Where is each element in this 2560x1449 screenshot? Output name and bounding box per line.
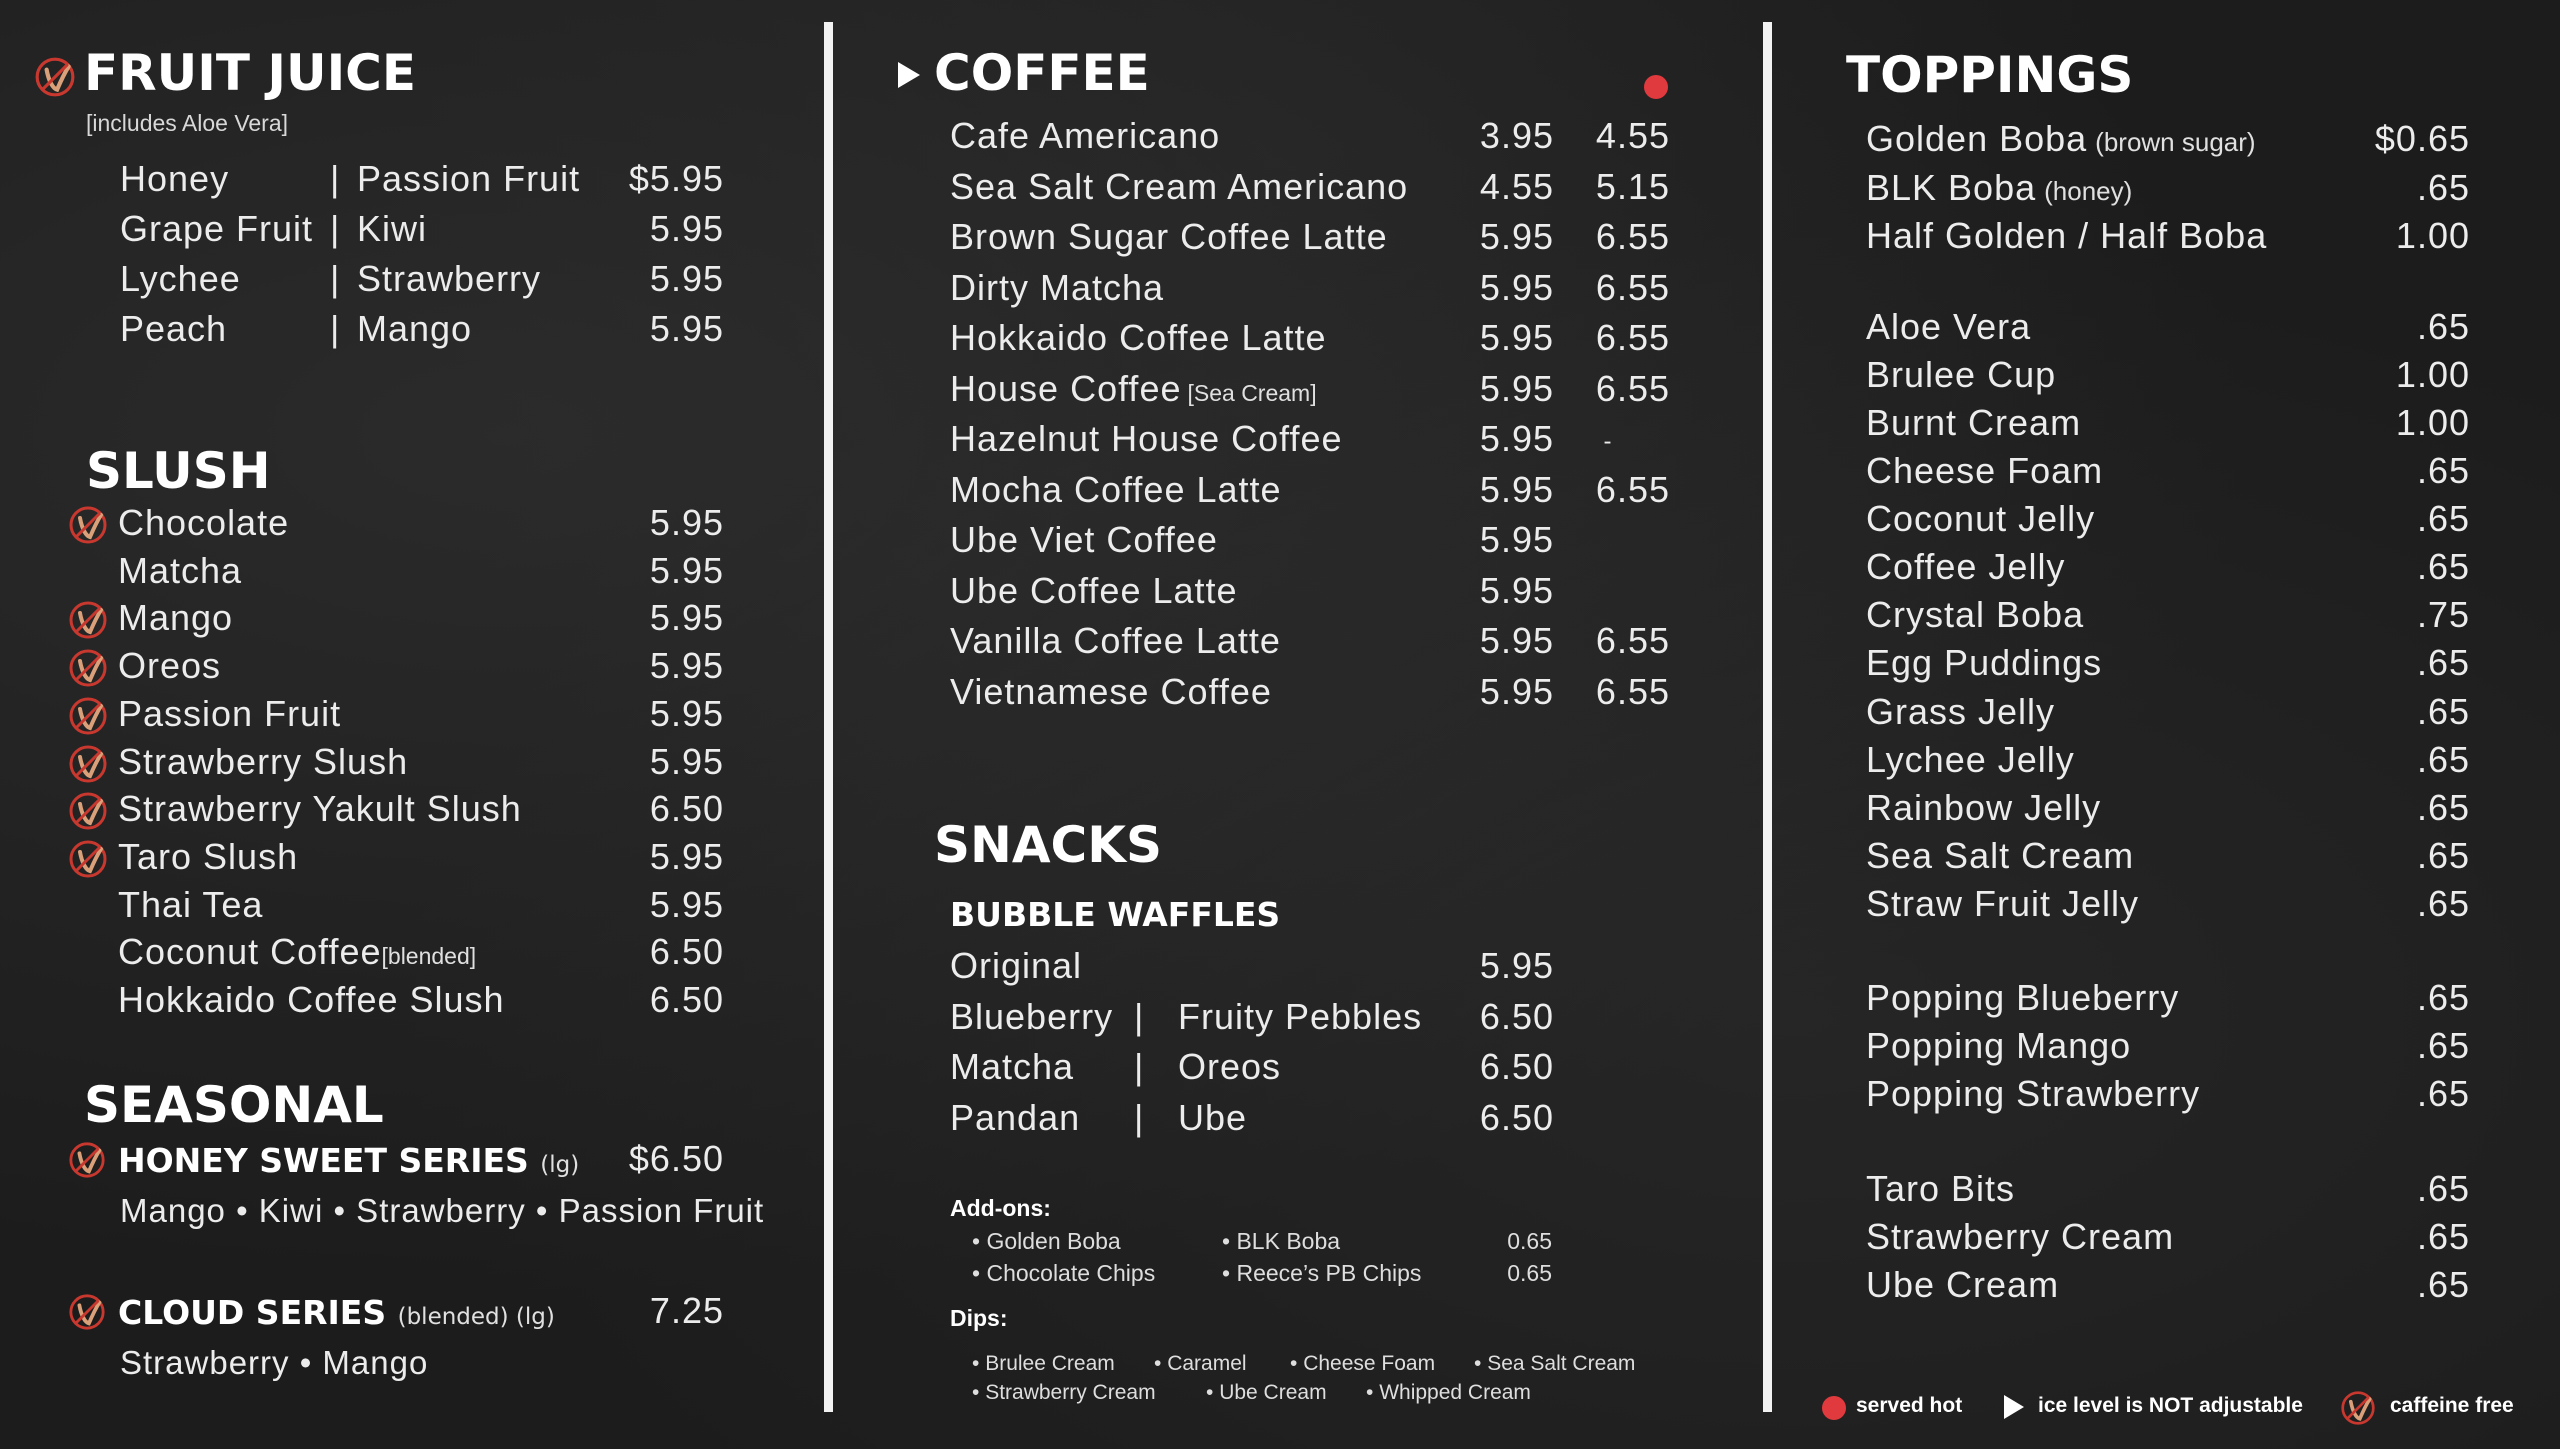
caffeine-free-icon — [68, 1293, 106, 1331]
topping-item-name: Grass Jelly — [1866, 691, 2056, 732]
column-divider-left — [824, 22, 833, 1412]
fruit-juice-item-b: Mango — [357, 308, 473, 349]
topping-item — [1866, 594, 2084, 636]
slush-price: 5.95 — [649, 645, 724, 687]
topping-item-name: Rainbow Jelly — [1866, 787, 2102, 828]
dip-item: • Whipped Cream — [1366, 1381, 1531, 1405]
column-divider-right — [1763, 22, 1772, 1412]
topping-item — [1866, 167, 2132, 209]
topping-item-name: Egg Puddings — [1866, 642, 2103, 683]
topping-price: $0.65 — [2374, 118, 2470, 159]
coffee-item — [950, 115, 1220, 157]
coffee-price-large: 6.55 — [1595, 367, 1670, 409]
honey-sweet-series-title — [118, 1141, 579, 1180]
slush-item-note: [blended] — [381, 943, 477, 970]
slush-item-name: Mango — [118, 597, 234, 639]
coffee-item-name: House Coffee — [950, 367, 1182, 409]
coffee-price-large: 6.55 — [1595, 620, 1670, 661]
topping-item-name: Cheese Foam — [1866, 450, 2104, 491]
coffee-item-name: Ube Viet Coffee — [950, 519, 1218, 560]
topping-item — [1866, 498, 2095, 540]
topping-item-name: Sea Salt Cream — [1866, 835, 2135, 876]
legend-ice-level: ice level is NOT adjustable — [2038, 1394, 2303, 1417]
slush-price: 5.95 — [649, 597, 724, 639]
coffee-price-regular: 5.95 — [1479, 569, 1554, 611]
topping-item — [1866, 546, 2065, 588]
honey-sweet-series-name: HONEY SWEET SERIES — [118, 1141, 529, 1180]
honey-sweet-series-note: (lg) — [540, 1152, 580, 1178]
topping-price: .65 — [2416, 787, 2470, 828]
topping-price: .65 — [2416, 167, 2470, 208]
coffee-item-name: Mocha Coffee Latte — [950, 468, 1282, 510]
slush-item — [118, 931, 476, 973]
topping-price: .65 — [2416, 546, 2470, 587]
addon-price: 0.65 — [1507, 1228, 1552, 1254]
topping-item-name: Burnt Cream — [1866, 402, 2082, 443]
topping-item — [1866, 835, 2134, 877]
caffeine-free-icon — [68, 744, 108, 784]
topping-price: .65 — [2416, 1264, 2470, 1305]
topping-item — [1866, 402, 2081, 444]
fruit-juice-separator: | — [330, 208, 341, 249]
dip-item: • Sea Salt Cream — [1474, 1352, 1635, 1376]
slush-item — [118, 597, 233, 639]
waffle-item-a: Pandan — [950, 1096, 1081, 1138]
topping-item-name: Brulee Cup — [1866, 354, 2057, 395]
topping-item — [1866, 691, 2055, 733]
served-hot-icon — [1644, 75, 1668, 99]
fruit-juice-item-a: Peach — [120, 308, 228, 349]
coffee-price-regular: 5.95 — [1479, 266, 1554, 308]
topping-item-name: Golden Boba — [1866, 118, 2088, 159]
legend-served-hot: served hot — [1856, 1394, 1963, 1417]
caffeine-free-icon — [68, 696, 108, 736]
waffle-item-b: Ube — [1178, 1096, 1248, 1138]
slush-price: 5.95 — [649, 549, 724, 591]
caffeine-free-icon — [68, 791, 108, 831]
coffee-item-name: Sea Salt Cream Americano — [950, 165, 1409, 207]
caffeine-free-icon — [68, 1141, 106, 1179]
coffee-item — [950, 216, 1388, 258]
coffee-price-regular: 5.95 — [1479, 216, 1554, 257]
waffle-separator: | — [1134, 995, 1145, 1037]
ice-not-adjustable-icon — [2004, 1395, 2024, 1419]
slush-item — [118, 836, 298, 878]
coffee-heading: COFFEE — [934, 44, 1150, 102]
waffle-item-b: Oreos — [1178, 1046, 1282, 1087]
coffee-price-regular: 5.95 — [1479, 620, 1554, 661]
waffle-price: 6.50 — [1479, 1046, 1554, 1087]
slush-item-name: Coconut Coffee — [118, 931, 382, 973]
coffee-item — [950, 570, 1238, 612]
dip-item: • Ube Cream — [1206, 1381, 1327, 1405]
fruit-juice-price: 5.95 — [649, 208, 724, 249]
topping-price: .65 — [2416, 691, 2470, 732]
coffee-item — [950, 418, 1343, 460]
addon-price: 0.65 — [1507, 1260, 1552, 1286]
fruit-juice-price: 5.95 — [649, 258, 724, 299]
coffee-item — [950, 166, 1408, 208]
slush-item-name: Chocolate — [118, 502, 290, 543]
fruit-juice-item-a: Lychee — [120, 258, 241, 299]
fruit-juice-item-a: Grape Fruit — [120, 208, 314, 249]
fruit-juice-heading: FRUIT JUICE — [84, 44, 417, 102]
waffle-price: 5.95 — [1479, 945, 1554, 986]
cloud-series-price: 7.25 — [649, 1290, 724, 1331]
coffee-price-large: 6.55 — [1595, 468, 1670, 510]
slush-heading: SLUSH — [86, 442, 271, 500]
topping-item — [1866, 1073, 2200, 1115]
slush-price: 5.95 — [649, 740, 724, 782]
seasonal-heading: SEASONAL — [84, 1076, 384, 1134]
slush-item — [118, 979, 505, 1021]
slush-item — [118, 884, 263, 926]
topping-item — [1866, 1025, 2131, 1067]
topping-item-name: Coffee Jelly — [1866, 546, 2066, 587]
topping-price: .65 — [2416, 450, 2470, 491]
cloud-series-note: (blended) (lg) — [397, 1304, 555, 1330]
slush-item-name: Passion Fruit — [118, 692, 342, 734]
coffee-item-name: Vanilla Coffee Latte — [950, 620, 1281, 661]
topping-price: .65 — [2416, 1216, 2470, 1257]
topping-price: 1.00 — [2395, 402, 2470, 443]
topping-item — [1866, 1264, 2059, 1306]
slush-price: 5.95 — [649, 883, 724, 925]
slush-item-name: Matcha — [118, 549, 243, 591]
coffee-item — [950, 317, 1327, 359]
topping-item-name: Ube Cream — [1866, 1264, 2060, 1305]
coffee-item-name: Cafe Americano — [950, 115, 1221, 156]
snacks-heading: SNACKS — [934, 816, 1163, 874]
topping-item — [1866, 118, 2256, 160]
coffee-price-large: 6.55 — [1595, 670, 1670, 712]
served-hot-icon — [1822, 1396, 1846, 1420]
dip-item: • Strawberry Cream — [972, 1381, 1156, 1405]
topping-item-name: Strawberry Cream — [1866, 1216, 2175, 1257]
addon-item-b: • Reece’s PB Chips — [1222, 1260, 1421, 1287]
coffee-item-note: [Sea Cream] — [1187, 379, 1317, 406]
topping-item — [1866, 1216, 2174, 1258]
caffeine-free-icon — [68, 505, 108, 545]
coffee-price-regular: 5.95 — [1479, 317, 1554, 358]
fruit-juice-separator: | — [330, 258, 341, 299]
waffle-separator: | — [1134, 1046, 1145, 1087]
caffeine-free-icon — [68, 600, 108, 640]
coffee-price-large: 4.55 — [1595, 115, 1670, 156]
waffle-item-a: Blueberry — [950, 995, 1114, 1037]
waffle-item-a: Original — [950, 945, 1083, 986]
waffle-price: 6.50 — [1479, 995, 1554, 1037]
topping-item-note: (honey) — [2044, 176, 2133, 206]
topping-price: .65 — [2416, 642, 2470, 683]
topping-item — [1866, 787, 2101, 829]
coffee-price-large: 6.55 — [1595, 317, 1670, 358]
fruit-juice-separator: | — [330, 308, 341, 349]
ice-not-adjustable-icon — [898, 62, 920, 88]
topping-item-name: Popping Mango — [1866, 1025, 2132, 1066]
fruit-juice-separator: | — [330, 158, 341, 199]
fruit-juice-item-b: Passion Fruit — [357, 158, 581, 199]
dip-item: • Cheese Foam — [1290, 1352, 1435, 1376]
coffee-price-regular: 5.95 — [1479, 468, 1554, 510]
caffeine-free-icon — [68, 648, 108, 688]
addon-item-a: • Chocolate Chips — [972, 1260, 1155, 1287]
coffee-item — [950, 620, 1281, 662]
fruit-juice-item-b: Kiwi — [357, 208, 428, 249]
topping-item-note: (brown sugar) — [2095, 127, 2256, 157]
waffle-item-b: Fruity Pebbles — [1178, 995, 1423, 1037]
coffee-item-name: Vietnamese Coffee — [950, 670, 1272, 712]
topping-price: .65 — [2416, 498, 2470, 539]
topping-price: .65 — [2416, 306, 2470, 347]
topping-item — [1866, 306, 2031, 348]
topping-item-name: BLK Boba — [1866, 167, 2037, 208]
topping-price: .65 — [2416, 1073, 2470, 1114]
waffle-separator: | — [1134, 1096, 1145, 1138]
cloud-series-name: CLOUD SERIES — [118, 1293, 387, 1332]
coffee-price-large: - — [1603, 428, 1613, 455]
coffee-item — [950, 267, 1164, 309]
topping-item-name: Popping Strawberry — [1866, 1073, 2201, 1114]
topping-item — [1866, 215, 2267, 257]
caffeine-free-icon — [2340, 1390, 2376, 1426]
topping-item — [1866, 739, 2075, 781]
topping-price: .65 — [2416, 883, 2470, 924]
slush-item — [118, 645, 221, 687]
fruit-juice-item-a: Honey — [120, 158, 230, 199]
topping-item-name: Crystal Boba — [1866, 594, 2085, 635]
slush-item-name: Hokkaido Coffee Slush — [118, 979, 505, 1020]
slush-price: 5.95 — [649, 692, 724, 734]
dips-label: Dips: — [950, 1305, 1008, 1331]
toppings-heading: TOPPINGS — [1846, 46, 2134, 104]
coffee-item-name: Ube Coffee Latte — [950, 569, 1238, 611]
fruit-juice-note: [includes Aloe Vera] — [86, 110, 289, 136]
coffee-item — [950, 368, 1317, 410]
waffle-price: 6.50 — [1479, 1096, 1554, 1138]
topping-item-name: Lychee Jelly — [1866, 739, 2075, 780]
slush-item-name: Strawberry Slush — [118, 740, 409, 782]
slush-price: 5.95 — [649, 835, 724, 877]
topping-item-name: Coconut Jelly — [1866, 498, 2096, 539]
coffee-price-regular: 5.95 — [1479, 367, 1554, 409]
slush-item-name: Strawberry Yakult Slush — [118, 788, 522, 830]
topping-item-name: Aloe Vera — [1866, 306, 2032, 347]
honey-sweet-series-price: $6.50 — [628, 1138, 724, 1179]
slush-price: 6.50 — [649, 931, 724, 973]
coffee-price-large: 5.15 — [1595, 165, 1670, 207]
topping-item — [1866, 883, 2139, 925]
addons-label: Add-ons: — [950, 1195, 1051, 1221]
topping-price: .65 — [2416, 1168, 2470, 1209]
slush-item-name: Oreos — [118, 645, 222, 687]
topping-price: .65 — [2416, 835, 2470, 876]
slush-item — [118, 502, 289, 544]
topping-price: .65 — [2416, 739, 2470, 780]
cloud-series-flavors: Strawberry • Mango — [120, 1344, 429, 1381]
slush-item — [118, 788, 522, 830]
coffee-item-name: Hazelnut House Coffee — [950, 418, 1343, 459]
topping-item-name: Popping Blueberry — [1866, 977, 2180, 1018]
topping-item — [1866, 354, 2056, 396]
coffee-price-large: 6.55 — [1595, 216, 1670, 257]
caffeine-free-icon — [68, 839, 108, 879]
topping-item — [1866, 450, 2103, 492]
bubble-waffles-heading: BUBBLE WAFFLES — [950, 895, 1281, 934]
slush-item — [118, 741, 408, 783]
topping-item — [1866, 977, 2179, 1019]
honey-sweet-series-flavors: Mango • Kiwi • Strawberry • Passion Fruit — [120, 1192, 765, 1229]
legend-caffeine-free: caffeine free — [2390, 1394, 2514, 1417]
coffee-item-name: Hokkaido Coffee Latte — [950, 317, 1327, 358]
coffee-price-large: 6.55 — [1595, 266, 1670, 308]
fruit-juice-item-b: Strawberry — [357, 258, 542, 299]
coffee-item — [950, 671, 1272, 713]
topping-price: .75 — [2416, 594, 2470, 635]
fruit-juice-price: $5.95 — [628, 158, 724, 199]
coffee-price-regular: 3.95 — [1479, 115, 1554, 156]
coffee-item — [950, 519, 1218, 561]
dip-item: • Brulee Cream — [972, 1352, 1115, 1376]
topping-price: 1.00 — [2395, 215, 2470, 256]
topping-item-name: Taro Bits — [1866, 1168, 2016, 1209]
waffle-item-a: Matcha — [950, 1046, 1075, 1087]
cloud-series-title — [118, 1293, 555, 1332]
slush-item-name: Thai Tea — [118, 883, 264, 925]
slush-item-name: Taro Slush — [118, 835, 299, 877]
coffee-item — [950, 469, 1282, 511]
coffee-item-name: Brown Sugar Coffee Latte — [950, 216, 1388, 257]
topping-price: 1.00 — [2395, 354, 2470, 395]
slush-item — [118, 550, 242, 592]
caffeine-free-icon — [34, 56, 76, 98]
topping-item — [1866, 1168, 2015, 1210]
coffee-price-regular: 4.55 — [1479, 165, 1554, 207]
slush-price: 6.50 — [649, 979, 724, 1020]
coffee-price-regular: 5.95 — [1479, 519, 1554, 560]
coffee-price-regular: 5.95 — [1479, 670, 1554, 712]
dip-item: • Caramel — [1154, 1352, 1247, 1376]
fruit-juice-price: 5.95 — [649, 308, 724, 349]
topping-item-name: Straw Fruit Jelly — [1866, 883, 2140, 924]
topping-price: .65 — [2416, 977, 2470, 1018]
slush-price: 5.95 — [649, 502, 724, 543]
slush-price: 6.50 — [649, 788, 724, 830]
topping-item — [1866, 642, 2102, 684]
slush-item — [118, 693, 341, 735]
addon-item-b: • BLK Boba — [1222, 1228, 1340, 1255]
coffee-price-regular: 5.95 — [1479, 418, 1554, 459]
coffee-item-name: Dirty Matcha — [950, 266, 1165, 308]
topping-price: .65 — [2416, 1025, 2470, 1066]
addon-item-a: • Golden Boba — [972, 1228, 1121, 1255]
topping-item-name: Half Golden / Half Boba — [1866, 215, 2268, 256]
